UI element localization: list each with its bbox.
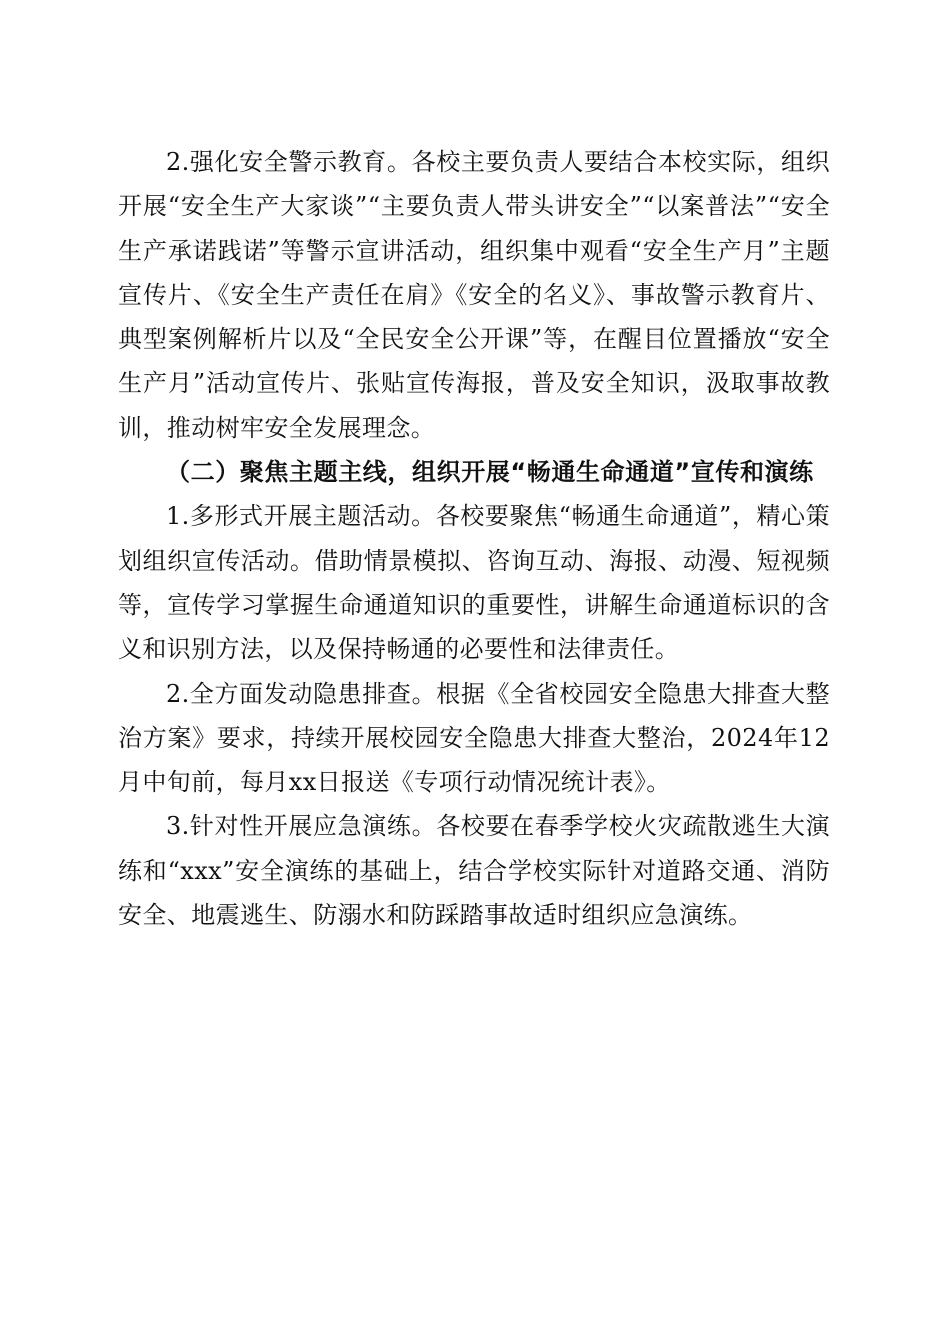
paragraph-warning-education: 2.强化安全警示教育。各校主要负责人要结合本校实际，组织开展“安全生产大家谈”“主要负责人带头讲安全”“以案普法”“安全生产承诺践诺”等警示宣讲活动，组织集中观看“安全生产月”主题宣传片、《安全生产责任在肩》《安全的名义》、事故警示教育片、典型案例解析片以及“全民安全公开课”等，在醒目位置播放“安全生产月”活动宣传片、张贴宣传海报，普及安全知识，汲取事故教训，推动树牢安全发展理念。 <box>118 148 830 442</box>
paragraph-emergency-drill: 3.针对性开展应急演练。各校要在春季学校火灾疏散逃生大演练和“xxx”安全演练的基础上，结合学校实际针对道路交通、消防安全、地震逃生、防溺水和防踩踏事故适时组织应急演练。 <box>118 812 830 930</box>
section-heading-lifeline-drill <box>118 450 830 494</box>
paragraph-themed-activities: 1.多形式开展主题活动。各校要聚焦“畅通生命通道”，精心策划组织宣传活动。借助情景模拟、咨询互动、海报、动漫、短视频等，宣传学习掌握生命通道知识的重要性，讲解生命通道标识的含义和识别方法，以及保持畅通的必要性和法律责任。 <box>118 502 830 664</box>
document-body <box>118 140 830 937</box>
section-heading-text: （二）聚焦主题主线，组织开展“畅通生命通道”宣传和演练 <box>166 458 814 487</box>
paragraph-hazard-inspection: 2.全方面发动隐患排查。根据《全省校园安全隐患大排查大整治方案》要求，持续开展校园安全隐患大排查大整治，2024年12月中旬前，每月xx日报送《专项行动情况统计表》。 <box>118 679 830 797</box>
